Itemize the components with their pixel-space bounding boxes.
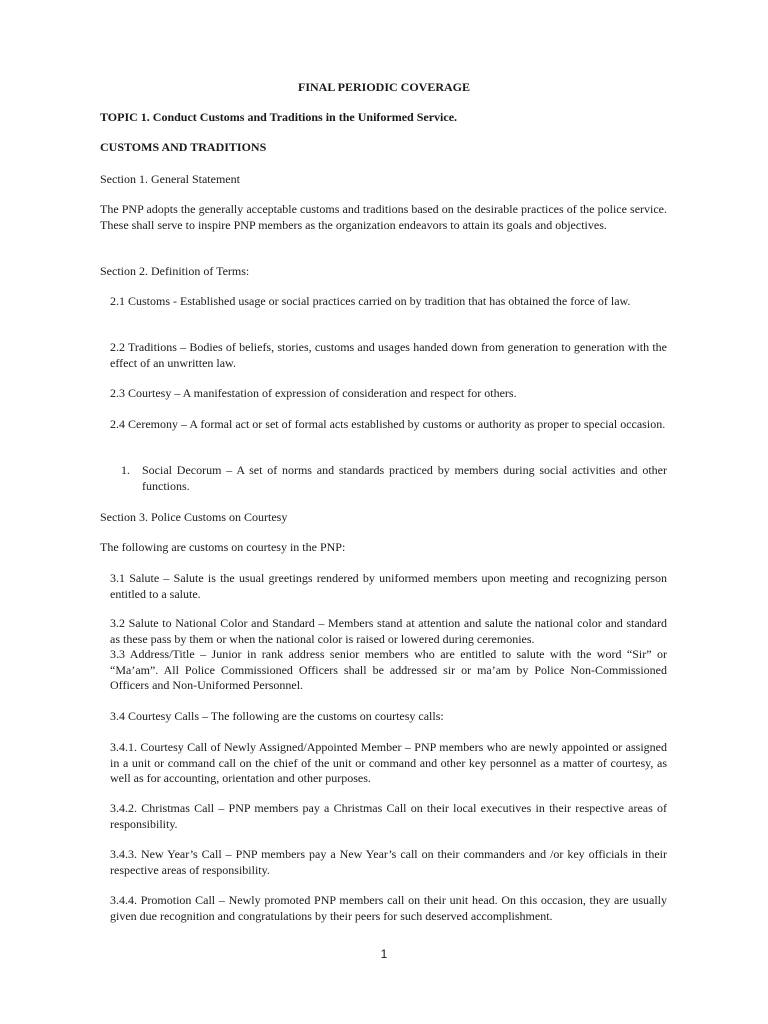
section-2-title: Section 2. Definition of Terms: — [100, 264, 250, 278]
section-1-title: Section 1. General Statement — [100, 172, 240, 186]
topic-heading: TOPIC 1. Conduct Customs and Traditions in the Uniformed Service. — [100, 110, 458, 124]
list-number: 1. — [121, 463, 130, 477]
section-heading: CUSTOMS AND TRADITIONS — [100, 140, 267, 154]
definition-2-2: 2.2 Traditions – Bodies of beliefs, stories, customs and usages handed down from generation to generation with the effect of an unwritten law. — [110, 340, 667, 370]
custom-3-4-4: 3.4.4. Promotion Call – Newly promoted PNP members call on their unit head. On this occasion, they are usually given due recognition and congratulations by their peers for such deserved accomplishment. — [110, 893, 667, 923]
definition-2-3: 2.3 Courtesy – A manifestation of expression of consideration and respect for others. — [110, 386, 517, 400]
page-number: 1 — [380, 947, 388, 961]
custom-3-2: 3.2 Salute to National Color and Standard – Members stand at attention and salute the national color and standard as these pass by them or when the national color is raised or lowered during ceremonies. — [110, 616, 667, 646]
list-item-social-decorum: Social Decorum – A set of norms and standards practiced by members during social activities and other functions. — [142, 463, 667, 493]
definition-2-1: 2.1 Customs - Established usage or social practices carried on by tradition that has obtained the force of law. — [110, 294, 631, 308]
custom-3-4-3: 3.4.3. New Year’s Call – PNP members pay a New Year’s call on their commanders and /or key officials in their respective areas of responsibility. — [110, 847, 667, 877]
custom-3-4-2: 3.4.2. Christmas Call – PNP members pay a Christmas Call on their local executives in their respective areas of responsibility. — [110, 801, 667, 831]
section-3-intro: The following are customs on courtesy in the PNP: — [100, 540, 346, 554]
custom-3-4-1: 3.4.1. Courtesy Call of Newly Assigned/Appointed Member – PNP members who are newly appointed or assigned in a unit or command call on the chief of the unit or command and other key personnel as a matter of courtesy, as well as for accounting, orientation and other purposes. — [110, 740, 667, 785]
section-3-title: Section 3. Police Customs on Courtesy — [100, 510, 288, 524]
section-1-body: The PNP adopts the generally acceptable customs and traditions based on the desirable practices of the police service. These shall serve to inspire PNP members as the organization endeavors to attain its goals and objectives. — [100, 202, 667, 232]
custom-3-3: 3.3 Address/Title – Junior in rank address senior members who are entitled to salute with the word “Sir” or “Ma’am”. All Police Commissioned Officers shall be addressed sir or ma’am by Police Non-Commissioned Officers and Non-Uniformed Personnel. — [110, 647, 667, 692]
custom-3-4: 3.4 Courtesy Calls – The following are the customs on courtesy calls: — [110, 709, 444, 723]
document-title: FINAL PERIODIC COVERAGE — [297, 80, 471, 94]
custom-3-1: 3.1 Salute – Salute is the usual greetings rendered by uniformed members upon meeting and recognizing person entitled to a salute. — [110, 571, 667, 601]
definition-2-4: 2.4 Ceremony – A formal act or set of formal acts established by customs or authority as proper to special occasion. — [110, 417, 666, 431]
